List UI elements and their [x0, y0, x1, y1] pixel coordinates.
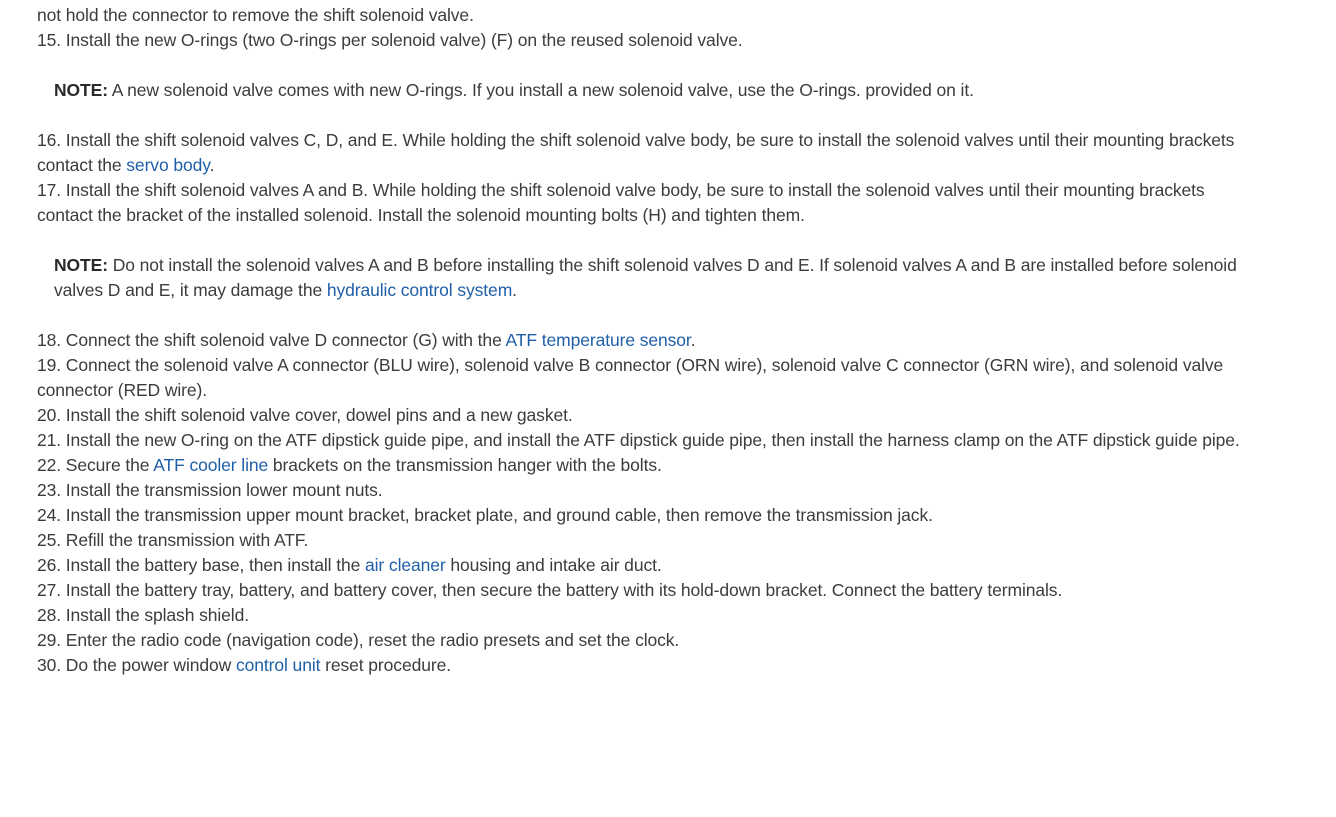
step-20 [37, 403, 1252, 428]
step-text: 19. Connect the solenoid valve A connector (BLU wire), solenoid valve B connector (ORN wire), solenoid valve C connector (GRN wire), and solenoid valve connector (RED wire). [37, 355, 1224, 400]
note-install-order [37, 253, 1252, 303]
step-text: 27. Install the battery tray, battery, and battery cover, then secure the battery with its hold-down bracket. Connect the battery terminals. [37, 580, 1063, 600]
step-text: 29. Enter the radio code (navigation code), reset the radio presets and set the clock. [37, 630, 680, 650]
step-27 [37, 578, 1252, 603]
step-text: 25. Refill the transmission with ATF. [37, 530, 309, 550]
atf-cooler-line-link[interactable]: ATF cooler line [153, 455, 269, 475]
spacer [37, 228, 1252, 253]
step-text: 16. Install the shift solenoid valves C, D, and E. While holding the shift solenoid valve body, be sure to install the solenoid valves until their mounting brackets contact the [37, 130, 1235, 175]
hydraulic-control-system-link[interactable]: hydraulic control system [326, 280, 513, 300]
spacer [37, 103, 1252, 128]
note-text: . [512, 280, 517, 300]
note-o-rings [37, 78, 1252, 103]
note-label: NOTE: [54, 80, 108, 100]
step-25 [37, 528, 1252, 553]
step-23 [37, 478, 1252, 503]
step-18 [37, 328, 1252, 353]
step-text: reset procedure. [320, 655, 451, 675]
step-text: . [209, 155, 215, 175]
servo-body-link[interactable]: servo body [126, 155, 210, 175]
step-text: 18. Connect the shift solenoid valve D connector (G) with the [37, 330, 506, 350]
step-text: 30. Do the power window [37, 655, 236, 675]
procedure-content [37, 3, 1252, 678]
note-label: NOTE: [54, 255, 108, 275]
step-30 [37, 653, 1252, 678]
air-cleaner-link[interactable]: air cleaner [365, 555, 446, 575]
step-24 [37, 503, 1252, 528]
note-text: Do not install the solenoid valves A and B before installing the shift solenoid valves D and E. If solenoid valves A and B are installed before solenoid valves D and E, it may damage the [54, 255, 1237, 300]
step-text: 21. Install the new O-ring on the ATF dipstick guide pipe, and install the ATF dipstick guide pipe, then install the harness clamp on the ATF dipstick guide pipe. [37, 430, 1240, 450]
step-text: 22. Secure the [37, 455, 154, 475]
step-text: 23. Install the transmission lower mount nuts. [37, 480, 383, 500]
step-text: 26. Install the battery base, then install the [37, 555, 366, 575]
step-text: 24. Install the transmission upper mount bracket, bracket plate, and ground cable, then remove the transmission jack. [37, 505, 933, 525]
step-text: 28. Install the splash shield. [37, 605, 249, 625]
step-29 [37, 628, 1252, 653]
step-19 [37, 353, 1252, 403]
atf-temperature-sensor-link[interactable]: ATF temperature sensor [505, 330, 691, 350]
spacer [37, 53, 1252, 78]
step-text: not hold the connector to remove the shift solenoid valve. [37, 5, 474, 25]
step-text: 17. Install the shift solenoid valves A and B. While holding the shift solenoid valve body, be sure to install the solenoid valves until their mounting brackets contact the bracket of the installed solenoid. Install the solenoid mounting bolts (H) and tighten them. [37, 180, 1205, 225]
step-26 [37, 553, 1252, 578]
note-text: A new solenoid valve comes with new O-rings. If you install a new solenoid valve, use the O-rings. provided on it. [107, 80, 974, 100]
step-15 [37, 28, 1252, 53]
step-17 [37, 178, 1252, 228]
spacer [37, 303, 1252, 328]
step-16 [37, 128, 1252, 178]
step-text: 15. Install the new O-rings (two O-rings per solenoid valve) (F) on the reused solenoid valve. [37, 30, 743, 50]
step-text: housing and intake air duct. [445, 555, 662, 575]
step-text: . [690, 330, 696, 350]
step-21 [37, 428, 1252, 453]
step-22 [37, 453, 1252, 478]
step-text: 20. Install the shift solenoid valve cover, dowel pins and a new gasket. [37, 405, 573, 425]
step-28 [37, 603, 1252, 628]
control-unit-link[interactable]: control unit [235, 655, 321, 675]
step-text: brackets on the transmission hanger with the bolts. [268, 455, 662, 475]
step-14-tail [37, 3, 1252, 28]
